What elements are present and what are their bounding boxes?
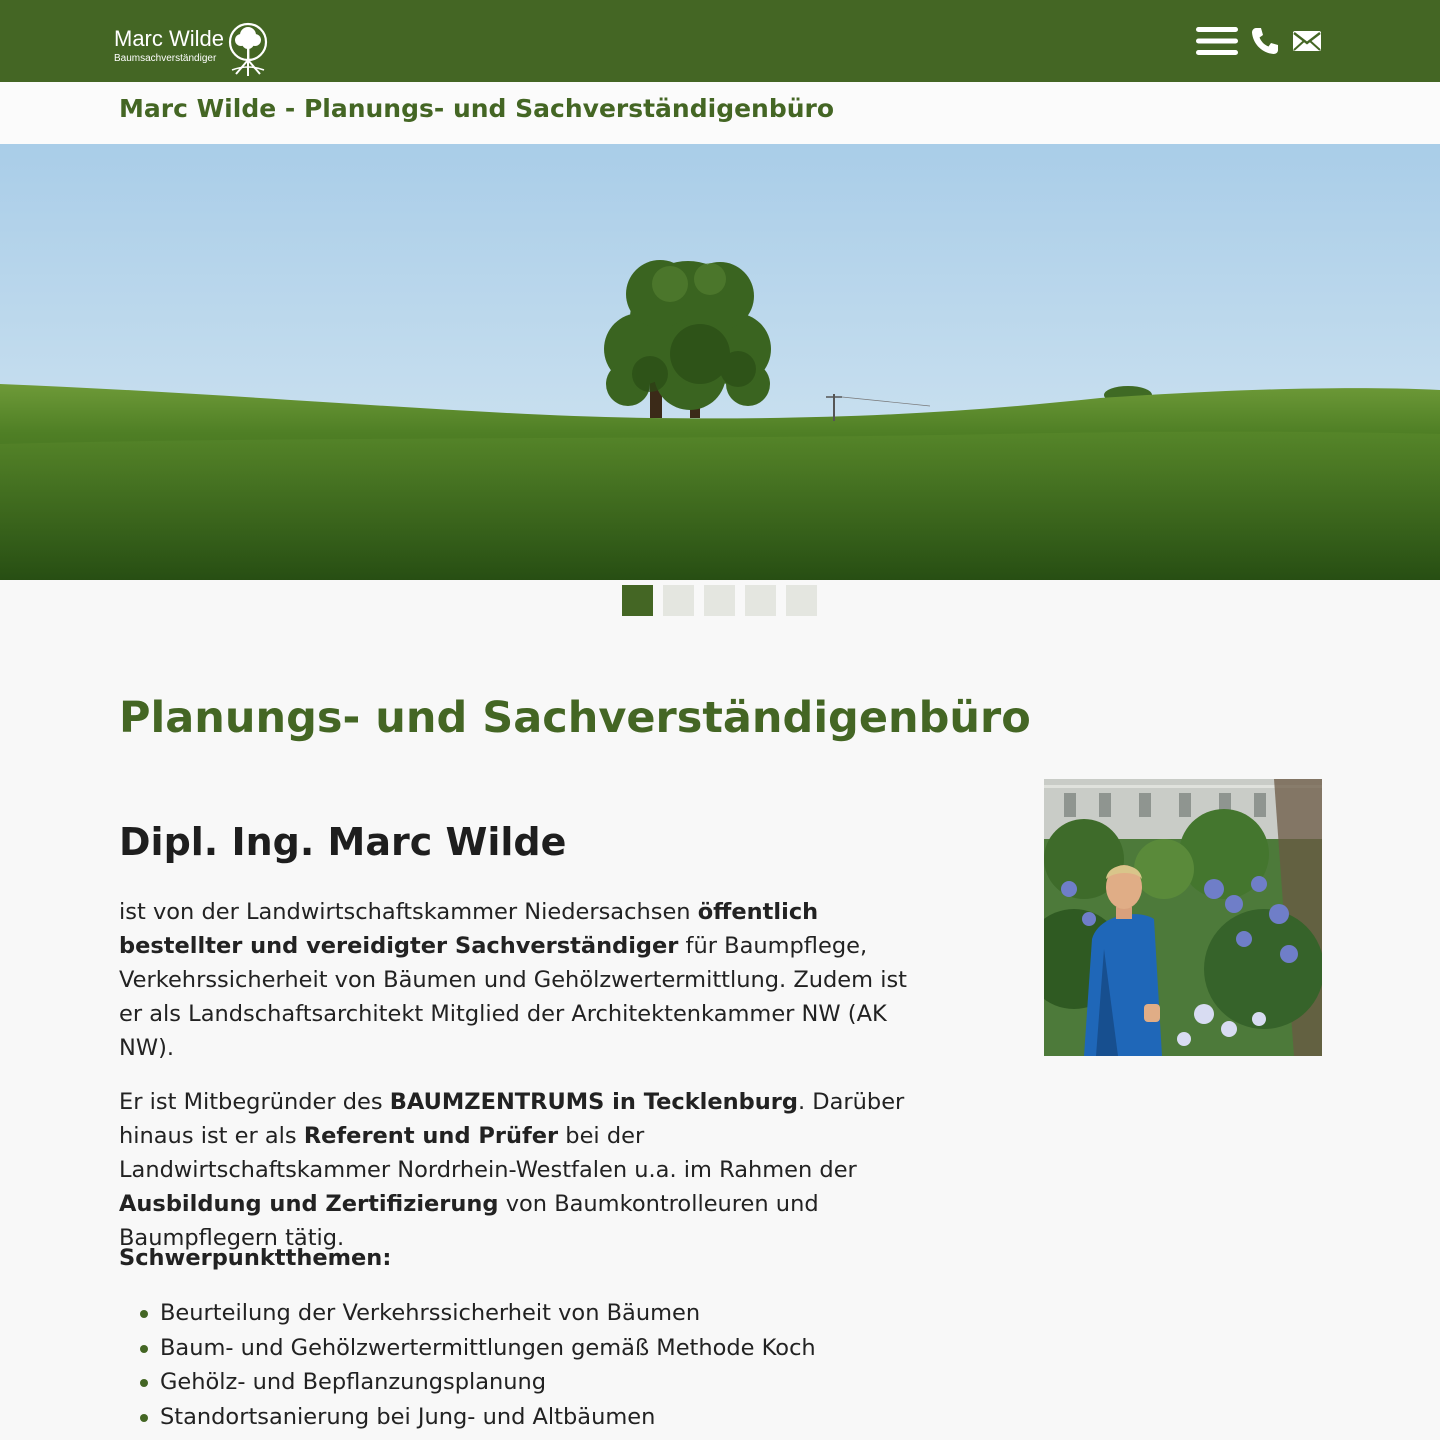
hero-slider-image [0,144,1440,580]
slider-dot-4[interactable] [745,585,776,616]
person-heading: Dipl. Ing. Marc Wilde [119,820,567,864]
role-text-4: von Baumkontrolleuren und Baumpflegern tätig. [119,1191,819,1251]
slider-dot-3[interactable] [704,585,735,616]
role-text-1: Er ist Mitbegründer des [119,1089,390,1115]
list-item: Gehölz- und Bepflanzungsplanung [136,1365,816,1400]
slider-dot-5[interactable] [786,585,817,616]
list-item: Standortsanierung bei Jung- und Altbäumen [136,1400,816,1435]
intro-bold-1: öffentlich bestellter und vereidigter Sachverständiger [119,899,819,959]
list-item: Baum- und Gehölzwertermittlungen gemäß Methode Koch [136,1331,816,1366]
role-bold-1: BAUMZENTRUMS in Tecklenburg [389,1089,798,1115]
role-paragraph [119,1085,919,1255]
intro-paragraph [119,895,919,1065]
role-bold-2: Referent und Prüfer [303,1123,559,1149]
mail-icon[interactable] [1292,28,1322,54]
slider-dot-2[interactable] [663,585,694,616]
landscape-tree-image [0,144,1440,580]
site-subtitle: Marc Wilde - Planungs- und Sachverständigenbüro [119,94,835,123]
list-item: Beurteilung der Verkehrssicherheit von Bäumen [136,1296,816,1331]
logo-subtitle: Baumsachverständiger [114,53,217,64]
intro-text-2: für Baumpflege, Verkehrssicherheit von Bäumen und Gehölzwertermittlung. Zudem ist er als Landschaftsarchitekt Mitglied der Architektenkammer NW (AK NW). [119,933,907,1061]
site-logo[interactable] [114,16,274,78]
slider-pagination [622,585,817,616]
logo-name: Marc Wilde [114,26,225,51]
menu-icon[interactable] [1196,26,1238,56]
top-navigation-bar [0,0,1440,82]
portrait-image [1044,779,1322,1056]
intro-text-1: ist von der Landwirtschaftskammer Niedersachsen [119,899,698,925]
phone-icon[interactable] [1250,26,1280,56]
role-text-3: bei der Landwirtschaftskammer Nordrhein-Westfalen u.a. im Rahmen der [119,1123,857,1183]
topics-heading: Schwerpunktthemen: [119,1245,392,1271]
slider-dot-1[interactable] [622,585,653,616]
topics-list [136,1296,816,1434]
portrait-photo [1044,779,1322,1056]
role-bold-3: Ausbildung und Zertifizierung [119,1191,499,1217]
tree-logo-icon [226,16,272,78]
subtitle-bar [0,82,1440,144]
role-text-2: . Darüber hinaus ist er als [119,1089,905,1149]
page-title: Planungs- und Sachverständigenbüro [119,693,1031,743]
